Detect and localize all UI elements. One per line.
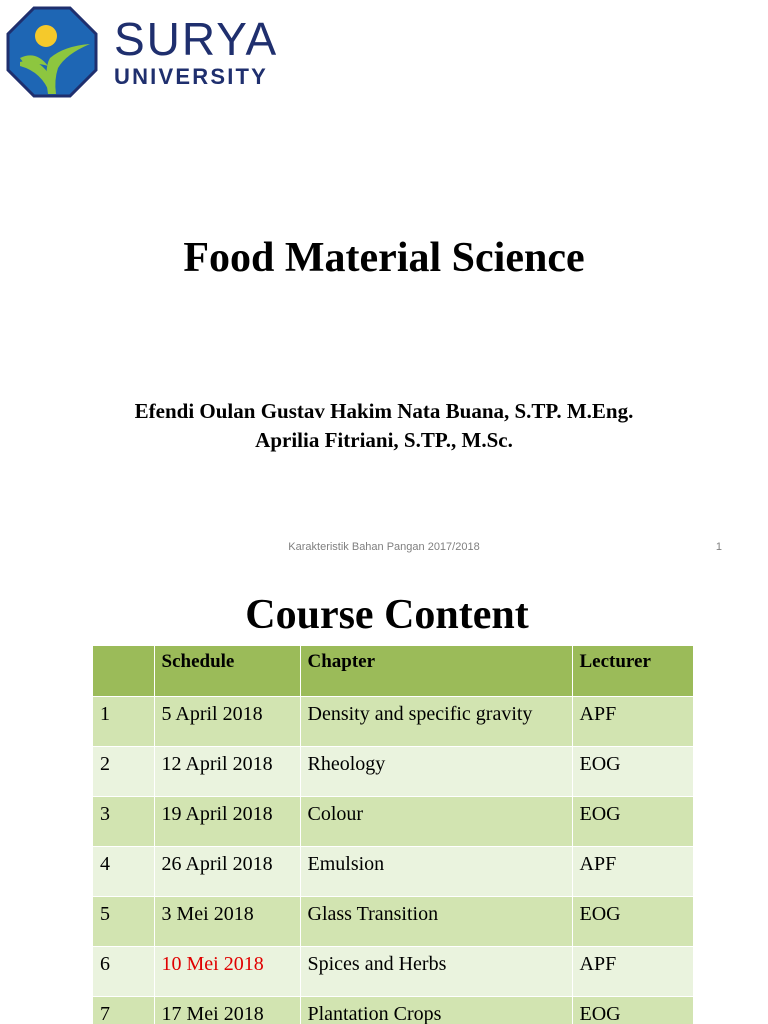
row-schedule: 12 April 2018 <box>154 746 300 796</box>
row-chapter: Density and specific gravity <box>300 696 572 746</box>
row-lecturer: EOG <box>572 896 693 946</box>
course-schedule-table <box>93 646 694 1024</box>
header-chapter: Chapter <box>300 646 572 696</box>
row-schedule: 5 April 2018 <box>154 696 300 746</box>
row-number: 4 <box>93 846 154 896</box>
row-number: 7 <box>93 996 154 1024</box>
row-number: 6 <box>93 946 154 996</box>
table-header-row <box>93 646 693 696</box>
author-2: Aprilia Fitriani, S.TP., M.Sc. <box>255 428 513 452</box>
row-schedule: 3 Mei 2018 <box>154 896 300 946</box>
header-no <box>93 646 154 696</box>
row-number: 1 <box>93 696 154 746</box>
row-schedule: 17 Mei 2018 <box>154 996 300 1024</box>
row-chapter: Colour <box>300 796 572 846</box>
table-row <box>93 796 693 846</box>
row-number: 5 <box>93 896 154 946</box>
footer-course-name: Karakteristik Bahan Pangan 2017/2018 <box>288 541 480 553</box>
row-chapter: Plantation Crops <box>300 996 572 1024</box>
row-lecturer: EOG <box>572 996 693 1024</box>
header-lecturer: Lecturer <box>572 646 693 696</box>
row-lecturer: APF <box>572 946 693 996</box>
logo-text-university: UNIVERSITY <box>114 64 269 89</box>
author-1: Efendi Oulan Gustav Hakim Nata Buana, S.TP. M.Eng. <box>134 399 634 423</box>
table-row <box>93 996 693 1024</box>
row-lecturer: EOG <box>572 746 693 796</box>
table-row <box>93 896 693 946</box>
logo-text-surya: SURYA <box>114 13 279 65</box>
course-content-title: Course Content <box>245 592 529 638</box>
row-number: 2 <box>93 746 154 796</box>
table-row <box>93 946 693 996</box>
row-schedule: 26 April 2018 <box>154 846 300 896</box>
row-number: 3 <box>93 796 154 846</box>
row-chapter: Glass Transition <box>300 896 572 946</box>
slide-title: Food Material Science <box>183 235 585 281</box>
row-chapter: Emulsion <box>300 846 572 896</box>
row-schedule-highlighted: 10 Mei 2018 <box>154 946 300 996</box>
logo-wordmark <box>114 13 279 90</box>
row-chapter: Spices and Herbs <box>300 946 572 996</box>
row-lecturer: EOG <box>572 796 693 846</box>
row-lecturer: APF <box>572 696 693 746</box>
table-row <box>93 696 693 746</box>
page-number: 1 <box>715 541 722 553</box>
row-chapter: Rheology <box>300 746 572 796</box>
surya-university-logo-icon <box>6 6 98 98</box>
authors-block <box>0 397 768 455</box>
table-row <box>93 846 693 896</box>
header-schedule: Schedule <box>154 646 300 696</box>
row-lecturer: APF <box>572 846 693 896</box>
row-schedule: 19 April 2018 <box>154 796 300 846</box>
table-row <box>93 746 693 796</box>
course-content-slide <box>0 572 768 1024</box>
